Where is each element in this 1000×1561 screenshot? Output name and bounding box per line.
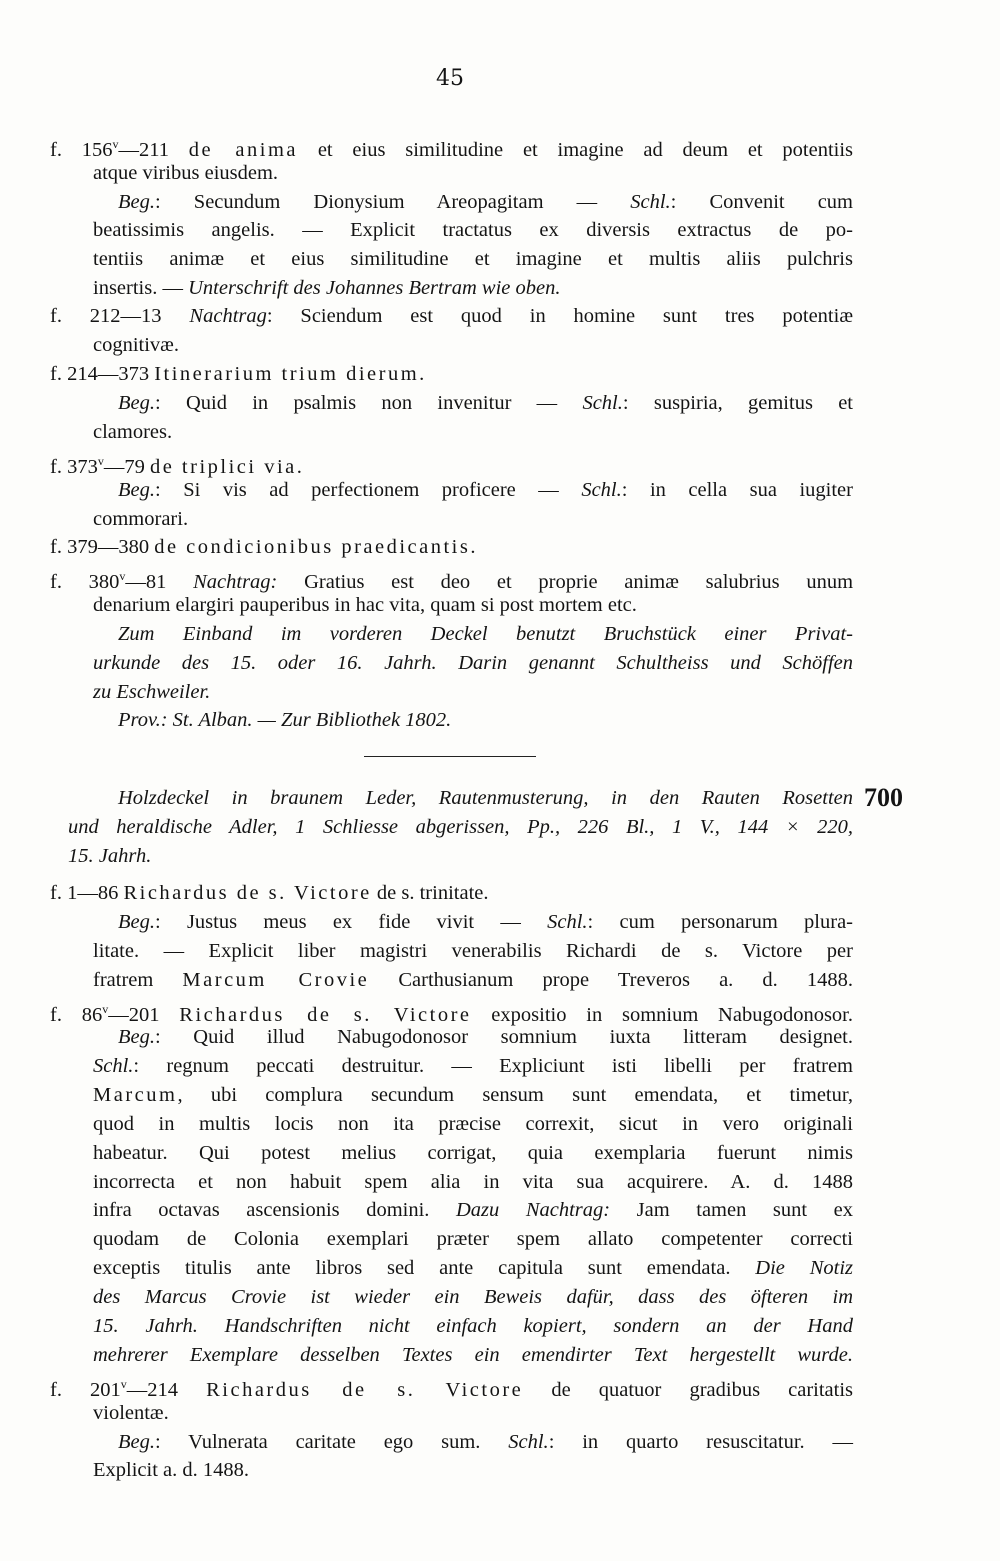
entry-line: f. 201$^v$—214 Richardus de s. Victore de quatuor gradibus caritatis bbox=[50, 1377, 854, 1401]
entry-line: quod in multis locis non ita præcise correxit, sicut in vero originali bbox=[93, 1113, 853, 1135]
entry-line: Beg.: Secundum Dionysium Areopagitam — Schl.: Convenit cum bbox=[118, 191, 854, 213]
entry-line: fratrem Marcum Crovie Carthusianum prope Treveros a. d. 1488. bbox=[93, 969, 853, 991]
note-line: des Marcus Crovie ist wieder ein Beweis dafür, dass des öfteren im bbox=[93, 1286, 853, 1308]
entry-line: litate. — Explicit liber magistri venerabilis Richardi de s. Victore per bbox=[93, 940, 853, 962]
entry-line: atque viribus eiusdem. bbox=[93, 162, 279, 184]
entry-line: habeatur. Qui potest melius corrigat, quia exemplaria fuerunt nimis bbox=[93, 1142, 853, 1164]
entry-line: f. 379—380 de condicionibus praedicantis. bbox=[50, 536, 478, 558]
entry-line: cognitivæ. bbox=[93, 334, 179, 356]
manuscript-description: und heraldische Adler, 1 Schliesse abgerissen, Pp., 226 Bl., 1 V., 144 × 220, bbox=[68, 816, 853, 838]
entry-line: Schl.: regnum peccati destruitur. — Expliciunt isti libelli per fratrem bbox=[93, 1055, 853, 1077]
note-line: Zum Einband im vorderen Deckel benutzt Bruchstück einer Privat- bbox=[118, 623, 853, 645]
entry-line: f. 214—373 Itinerarium trium dierum. bbox=[50, 363, 427, 385]
entry-line: incorrecta et non habuit spem alia in vita sua acquirere. A. d. 1488 bbox=[93, 1171, 853, 1193]
entry-line: Explicit a. d. 1488. bbox=[93, 1459, 250, 1481]
entry-line: clamores. bbox=[93, 421, 173, 443]
entry-line: violentæ. bbox=[93, 1402, 169, 1424]
page-number: 45 bbox=[436, 66, 464, 91]
entry-line: Beg.: Quid in psalmis non invenitur — Schl.: suspiria, gemitus et bbox=[118, 392, 853, 414]
entry-line: Marcum, ubi complura secundum sensum sunt emendata, et timetur, bbox=[93, 1084, 853, 1106]
provenance-line: Prov.: St. Alban. — Zur Bibliothek 1802. bbox=[118, 709, 452, 731]
manuscript-number: 700 bbox=[864, 783, 903, 812]
manuscript-description: Holzdeckel in braunem Leder, Rautenmusterung, in den Rauten Rosetten bbox=[118, 787, 853, 809]
entry-line: f. 373$^v$—79 de triplici via. bbox=[50, 454, 305, 478]
note-line: mehrerer Exemplare desselben Textes ein emendirter Text hergestellt wurde. bbox=[93, 1344, 853, 1366]
note-line: zu Eschweiler. bbox=[93, 681, 211, 703]
note-line: urkunde des 15. oder 16. Jahrh. Darin genannt Schultheiss und Schöffen bbox=[93, 652, 853, 674]
entry-line: Beg.: Justus meus ex fide vivit — Schl.: cum personarum plura- bbox=[118, 911, 853, 933]
entry-line: quodam de Colonia exemplari præter spem allato competenter correcti bbox=[93, 1228, 853, 1250]
entry-line: denarium elargiri pauperibus in hac vita, quam si post mortem etc. bbox=[93, 594, 637, 616]
section-divider bbox=[364, 756, 536, 757]
entry-line: Beg.: Quid illud Nabugodonosor somnium iuxta litteram designet. bbox=[118, 1026, 853, 1048]
entry-line: tentiis animæ et eius similitudine et imagine et multis aliis pulchris bbox=[93, 248, 853, 270]
entry-line: exceptis titulis ante libros sed ante capitula sunt emendata. Die Notiz bbox=[93, 1257, 853, 1279]
entry-line: infra octavas ascensionis domini. Dazu Nachtrag: Jam tamen sunt ex bbox=[93, 1199, 853, 1221]
entry-line: Beg.: Vulnerata caritate ego sum. Schl.: in quarto resuscitatur. — bbox=[118, 1431, 853, 1453]
note-line: 15. Jahrh. Handschriften nicht einfach kopiert, sondern an der Hand bbox=[93, 1315, 853, 1337]
manuscript-description: 15. Jahrh. bbox=[68, 845, 152, 867]
entry-line: beatissimis angelis. — Explicit tractatus ex diversis extractus de po- bbox=[93, 219, 853, 241]
entry-line: f. 86$^v$—201 Richardus de s. Victore expositio in somnium Nabugodonosor. bbox=[50, 1002, 854, 1026]
entry-line: f. 380$^v$—81 Nachtrag: Gratius est deo et proprie animæ salubrius unum bbox=[50, 569, 854, 593]
entry-line: Beg.: Si vis ad perfectionem proficere — Schl.: in cella sua iugiter bbox=[118, 479, 853, 501]
entry-line: f. 156$^v$—211 de anima et eius similitudine et imagine ad deum et potentiis bbox=[50, 137, 854, 161]
entry-line: commorari. bbox=[93, 508, 189, 530]
entry-line: f. 212—13 Nachtrag: Sciendum est quod in homine sunt tres potentiæ bbox=[50, 305, 853, 327]
entry-line: f. 1—86 Richardus de s. Victore de s. trinitate. bbox=[50, 882, 489, 904]
entry-line: insertis. — Unterschrift des Johannes Bertram wie oben. bbox=[93, 277, 561, 299]
